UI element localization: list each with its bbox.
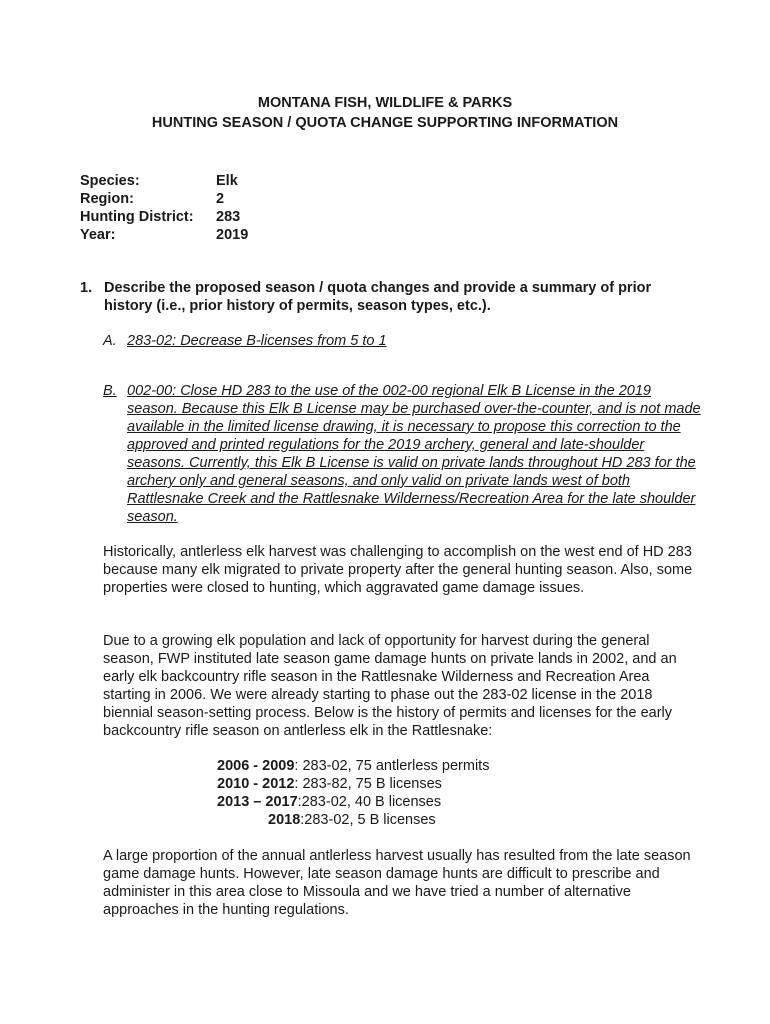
history-years: 2018 [268, 812, 301, 828]
info-row-year [80, 226, 248, 244]
paragraph-history: Historically, antlerless elk harvest was challenging to accomplish on the west end of HD 283 because many elk migrated to private property after the general hunting season. Also, some properties were closed to hunting, which aggravated game damage issues. [103, 544, 693, 596]
history-years: 2013 – 2017 [217, 794, 298, 810]
info-label: Hunting District: [80, 209, 194, 225]
item-text: 283-02: Decrease B-licenses from 5 to 1 [127, 333, 387, 349]
info-value: 2 [216, 191, 225, 207]
info-row-hunting-district [80, 208, 248, 226]
item-letter: B. [103, 383, 117, 399]
history-detail: :283-02, 5 B licenses [300, 812, 436, 828]
item-text: 002-00: Close HD 283 to the use of the 002-00 regional Elk B License in the 2019 season. Because this Elk B License may be purchased over-the-counter, and is not made available in the limited license drawing, it is necessary to propose this correction to the approved and printed regulations for the 2019 archery, general and late-shoulder seasons. Currently, this Elk B License is valid on private lands throughout HD 283 for the archery only and general seasons, and only valid on private lands west of both Rattlesnake Creek and the Rattlesnake Wilderness/Recreation Area for the late shoulder season. [127, 383, 701, 525]
history-years: 2006 - 2009 [217, 758, 295, 774]
history-row [217, 757, 489, 775]
info-value: Elk [216, 173, 238, 189]
question-text: Describe the proposed season / quota changes and provide a summary of prior history (i.e., prior history of permits, season types, etc.). [104, 280, 652, 314]
header-title-line1: MONTANA FISH, WILDLIFE & PARKS [257, 95, 513, 111]
item-letter: A. [103, 333, 117, 349]
paragraph-population: Due to a growing elk population and lack of opportunity for harvest during the general season, FWP instituted late season game damage hunts on private lands in 2002, and an early elk backcountry rifle season in the Rattlesnake Wilderness and Recreation Area starting in 2006. We were already starting to phase out the 283-02 license in the 2018 biennial season-setting process. Below is the history of permits and licenses for the early backcountry rifle season on antlerless elk in the Rattlesnake: [103, 633, 677, 739]
question-1 [80, 279, 700, 315]
header-title-line2: HUNTING SEASON / QUOTA CHANGE SUPPORTING INFORMATION [151, 115, 619, 131]
info-value: 2019 [216, 227, 249, 243]
history-years: 2010 - 2012 [217, 776, 295, 792]
history-detail: : 283-82, 75 B licenses [294, 776, 442, 792]
history-row [217, 775, 489, 793]
info-label: Species: [80, 173, 140, 189]
info-value: 283 [216, 209, 241, 225]
paragraph-harvest: A large proportion of the annual antlerless harvest usually has resulted from the late season game damage hunts. However, late season damage hunts are difficult to prescribe and administer in this area close to Missoula and we have tried a number of alternative approaches in the hunting regulations. [103, 848, 691, 918]
question-number: 1. [80, 280, 93, 296]
history-detail: : 283-02, 75 antlerless permits [294, 758, 490, 774]
permit-history-list [217, 757, 489, 829]
history-row [217, 793, 489, 811]
info-row-species [80, 172, 248, 190]
info-label: Region: [80, 191, 134, 207]
history-detail: :283-02, 40 B licenses [297, 794, 442, 810]
history-row [217, 811, 489, 829]
item-a [103, 332, 703, 350]
info-row-region [80, 190, 248, 208]
info-block [80, 172, 248, 244]
item-b [103, 382, 703, 526]
info-label: Year: [80, 227, 116, 243]
